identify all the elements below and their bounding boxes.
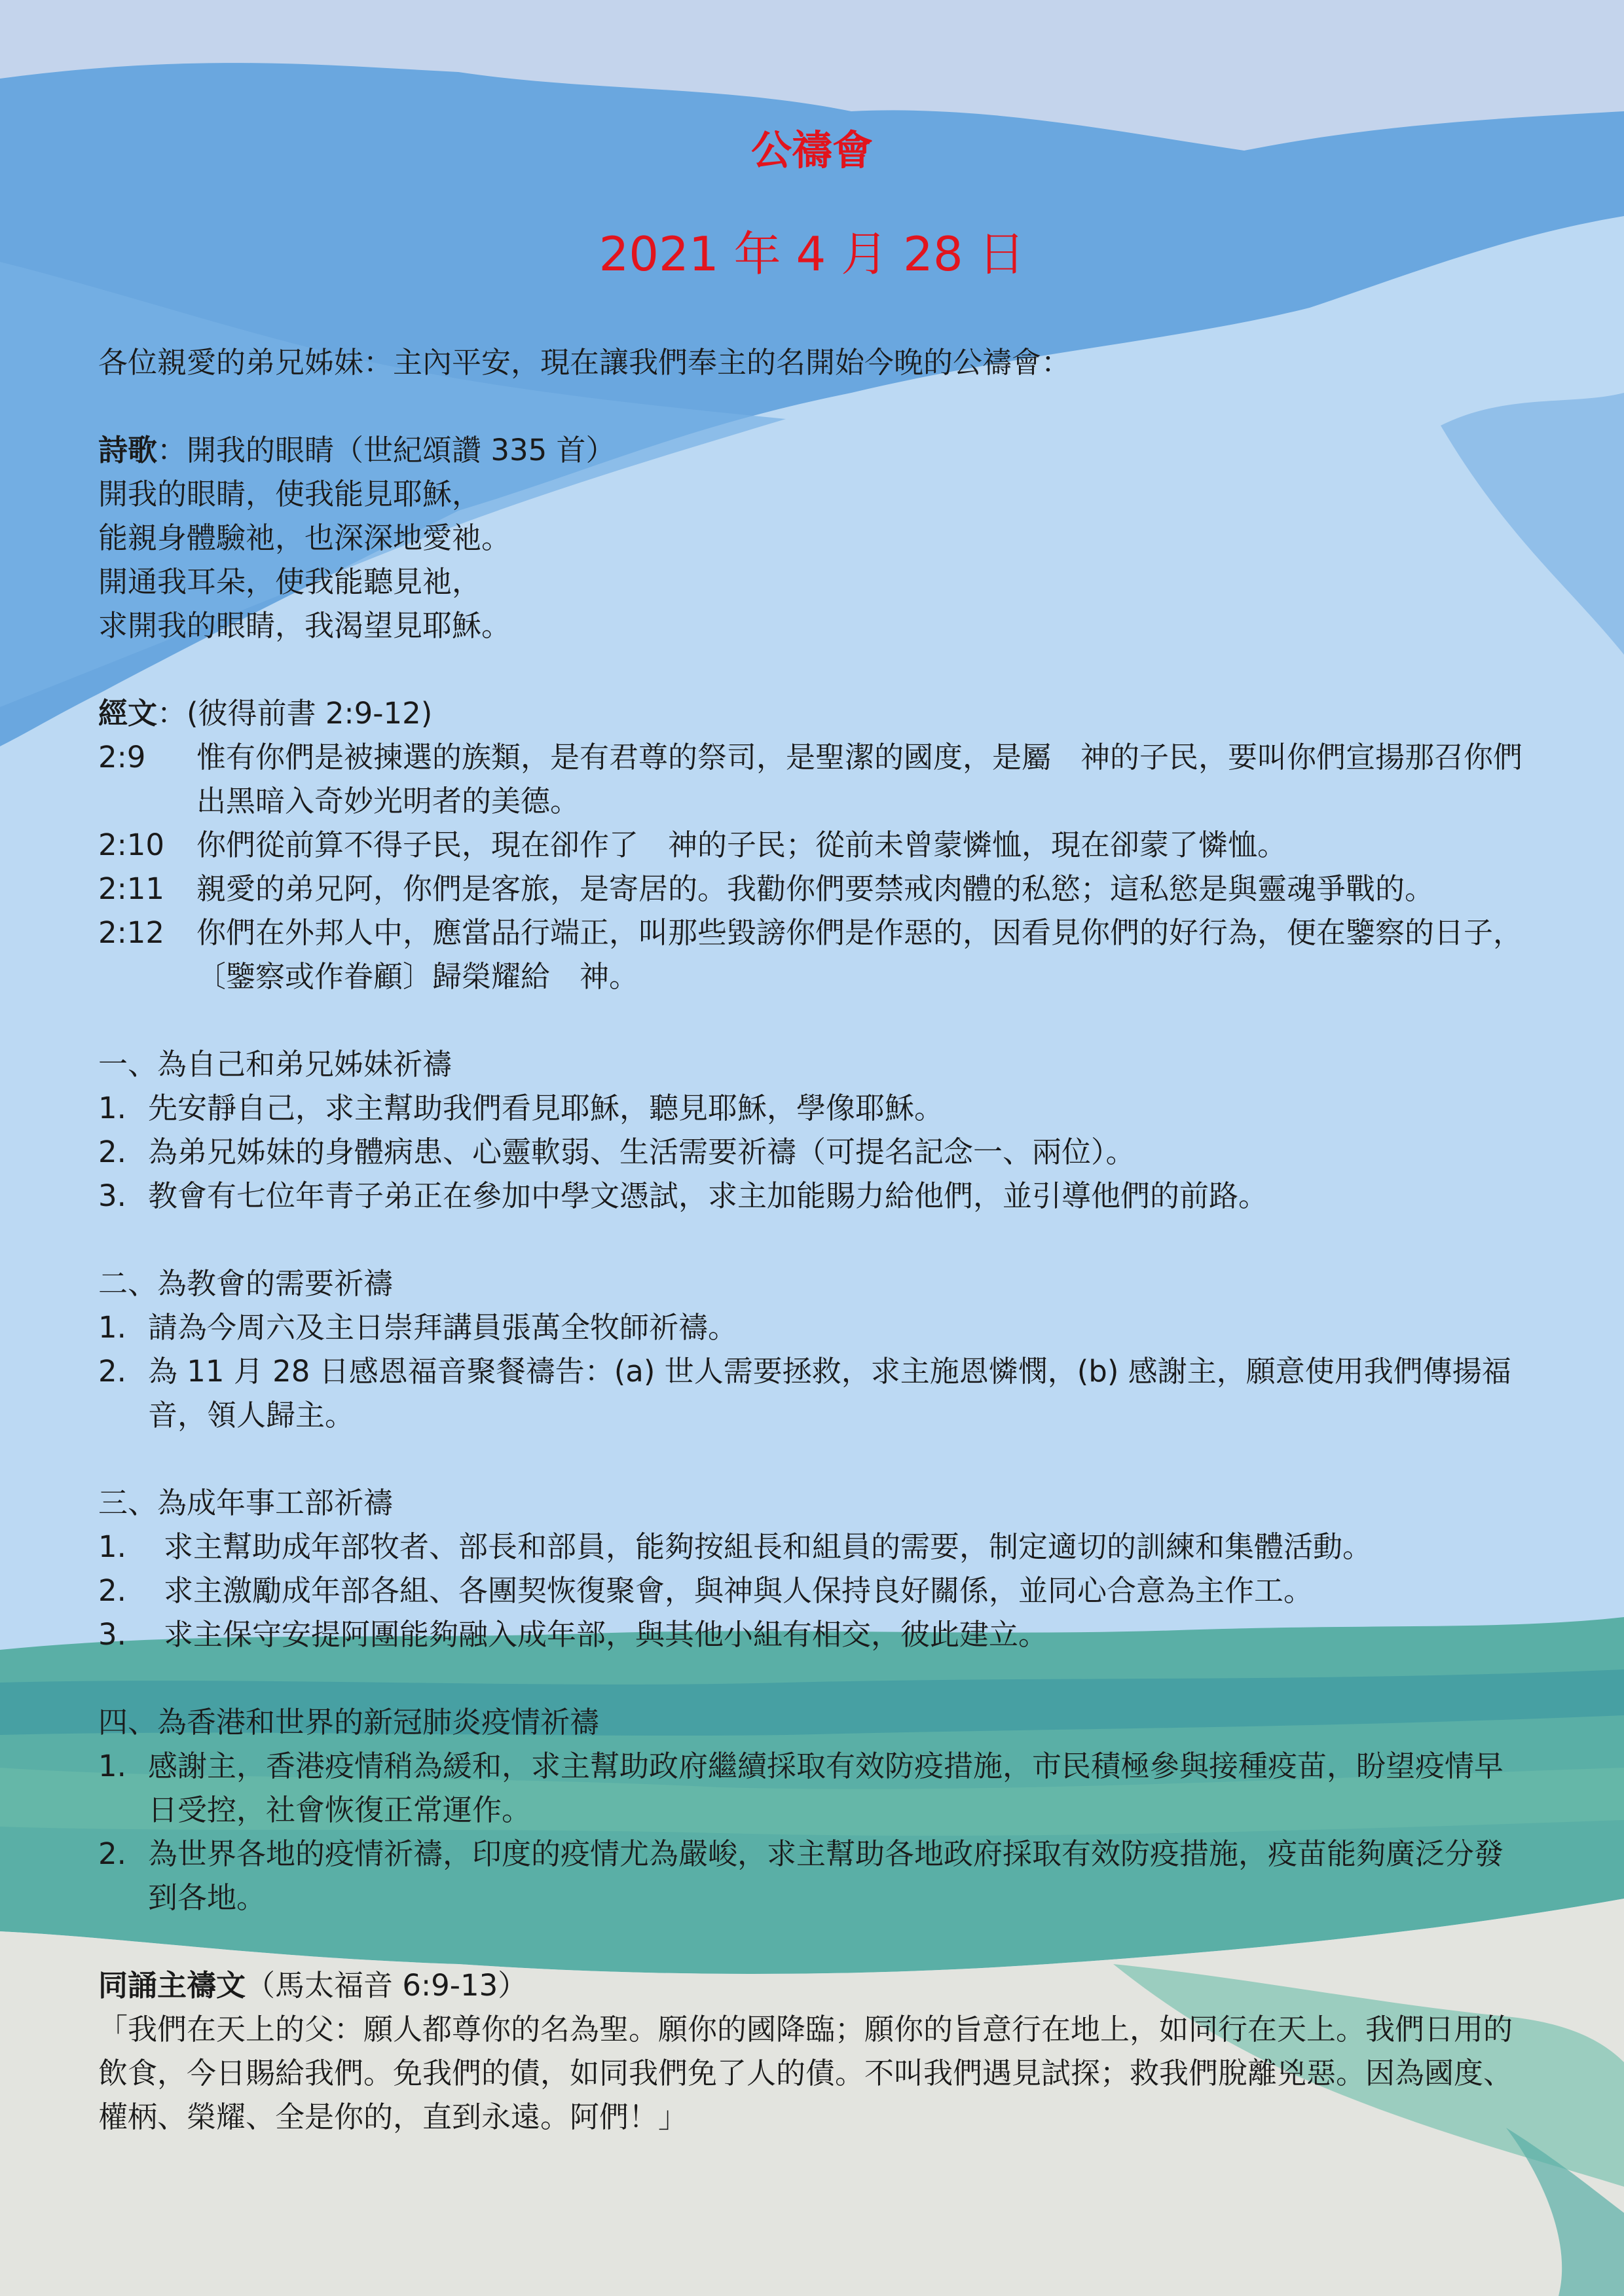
scripture-verse — [98, 911, 1532, 998]
prayer-item — [98, 1305, 1532, 1349]
lords-prayer-ref: （馬太福音 6:9-13） — [246, 1968, 528, 2003]
lords-prayer-heading — [98, 1963, 1532, 2007]
prayer-item — [98, 1744, 1532, 1832]
verse-number: 2:12 — [98, 915, 165, 950]
item-text: 為弟兄姊妹的身體病患、心靈軟弱、生活需要祈禱（可提名記念一、兩位）。 — [148, 1135, 1135, 1169]
item-number: 2. — [98, 1354, 126, 1389]
item-number: 2. — [98, 1135, 126, 1169]
item-number: 1. — [98, 1310, 126, 1345]
hymn-title: ：開我的眼睛（世紀頌讚 335 首） — [157, 433, 616, 467]
item-number: 3. — [98, 1617, 126, 1652]
verse-text: 你們從前算不得子民，現在卻作了 神的子民；從前未曾蒙憐恤，現在卻蒙了憐恤。 — [196, 828, 1287, 862]
hymn-label: 詩歌 — [98, 433, 158, 467]
item-number: 2. — [98, 1836, 126, 1871]
verse-text: 你們在外邦人中，應當品行端正，叫那些毀謗你們是作惡的，因看見你們的好行為，便在鑒察的日子，〔鑒察或作眷顧〕歸榮耀給 神。 — [196, 915, 1523, 994]
hymn-heading — [98, 428, 1532, 472]
verse-number: 2:11 — [98, 871, 165, 906]
document-body — [98, 340, 1532, 2139]
section-heading: 二、為教會的需要祈禱 — [98, 1266, 394, 1301]
section-heading: 三、為成年事工部祈禱 — [98, 1485, 394, 1520]
prayer-item — [98, 1832, 1532, 1920]
item-text: 為 11 月 28 日感恩福音聚餐禱告：(a) 世人需要拯救，求主施恩憐憫，(b) 感謝主，願意使用我們傳揚福音，領人歸主。 — [148, 1354, 1511, 1432]
verse-text: 惟有你們是被揀選的族類，是有君尊的祭司，是聖潔的國度，是屬 神的子民，要叫你們宣揚那召你們出黑暗入奇妙光明者的美德。 — [196, 740, 1523, 818]
prayer-item — [98, 1525, 1532, 1569]
section-heading: 四、為香港和世界的新冠肺炎疫情祈禱 — [98, 1705, 600, 1740]
scripture-label: 經文 — [98, 696, 158, 731]
document-date: 2021 年 4 月 28 日 — [599, 227, 1025, 282]
verse-number: 2:10 — [98, 828, 165, 862]
section-heading: 一、為自己和弟兄姊妹祈禱 — [98, 1047, 452, 1082]
document-title: 公禱會 — [750, 126, 873, 174]
lords-prayer-text: 「我們在天上的父：願人都尊你的名為聖。願你的國降臨；願你的旨意行在地上，如同行在天上。我們日用的飲食，今日賜給我們。免我們的債，如同我們免了人的債。不叫我們遇見試探；救我們脫離兇惡。因為國度、權柄、榮耀、全是你的，直到永遠。阿們！」 — [98, 2012, 1513, 2134]
item-number: 3. — [98, 1178, 126, 1213]
hymn-line: 開我的眼睛，使我能見耶穌， — [98, 477, 482, 511]
item-number: 1. — [98, 1749, 126, 1783]
scripture-heading — [98, 691, 1532, 735]
scripture-verse — [98, 823, 1532, 867]
prayer-item — [98, 1174, 1532, 1218]
item-text: 教會有七位年青子弟正在參加中學文憑試，求主加能賜力給他們，並引導他們的前路。 — [148, 1178, 1268, 1213]
hymn-line: 求開我的眼睛，我渴望見耶穌。 — [98, 608, 511, 643]
prayer-item — [98, 1349, 1532, 1437]
verse-text: 親愛的弟兄阿，你們是客旅，是寄居的。我勸你們要禁戒肉體的私慾；這私慾是與靈魂爭戰的。 — [196, 871, 1435, 906]
item-text: 感謝主，香港疫情稍為緩和，求主幫助政府繼續採取有效防疫措施，市民積極參與接種疫苗，盼望疫情早日受控，社會恢復正常運作。 — [148, 1749, 1504, 1827]
greeting: 各位親愛的弟兄姊妹：主內平安，現在讓我們奉主的名開始今晚的公禱會： — [98, 345, 1071, 380]
item-number: 1. — [98, 1529, 126, 1564]
scripture-ref: ：(彼得前書 2:9-12) — [157, 696, 433, 731]
verse-number: 2:9 — [98, 740, 146, 774]
scripture-verse — [98, 867, 1532, 911]
prayer-item — [98, 1086, 1532, 1130]
item-number: 1. — [98, 1091, 126, 1125]
item-text: 求主激勵成年部各組、各團契恢復聚會，與神與人保持良好關係，並同心合意為主作工。 — [164, 1573, 1314, 1608]
item-text: 先安靜自己，求主幫助我們看見耶穌，聽見耶穌，學像耶穌。 — [148, 1091, 944, 1125]
prayer-item — [98, 1130, 1532, 1174]
lords-prayer-label: 同誦主禱文 — [98, 1968, 246, 2003]
scripture-verse — [98, 735, 1532, 823]
prayer-item — [98, 1569, 1532, 1613]
hymn-line: 能親身體驗祂，也深深地愛祂。 — [98, 520, 511, 555]
hymn-line: 開通我耳朵，使我能聽見祂， — [98, 564, 482, 599]
item-text: 求主幫助成年部牧者、部長和部員，能夠按組長和組員的需要，制定適切的訓練和集體活動。 — [164, 1529, 1373, 1564]
item-text: 為世界各地的疫情祈禱，印度的疫情尤為嚴峻，求主幫助各地政府採取有效防疫措施，疫苗能夠廣泛分發到各地。 — [148, 1836, 1504, 1915]
item-text: 求主保守安提阿團能夠融入成年部，與其他小組有相交，彼此建立。 — [164, 1617, 1048, 1652]
prayer-item — [98, 1613, 1532, 1656]
item-text: 請為今周六及主日崇拜講員張萬全牧師祈禱。 — [148, 1310, 738, 1345]
item-number: 2. — [98, 1573, 126, 1608]
